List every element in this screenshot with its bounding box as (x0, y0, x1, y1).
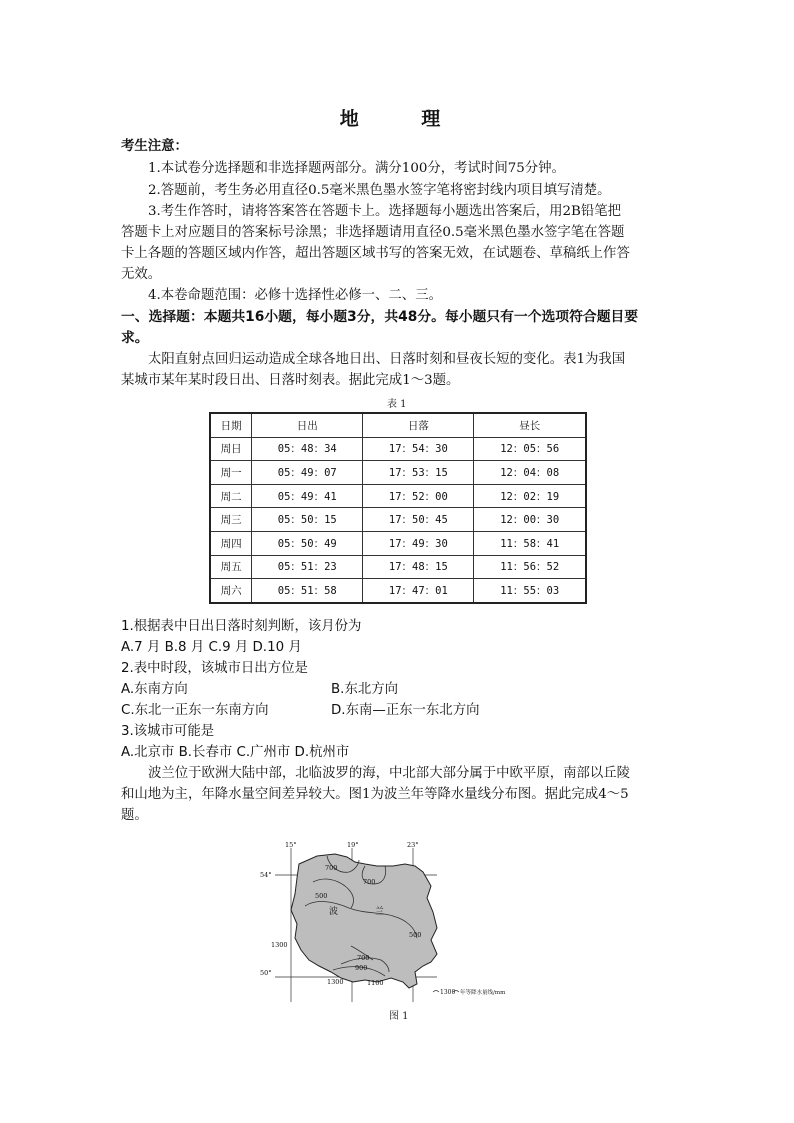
table-cell: 17：49：30 (363, 531, 474, 555)
table-row (210, 484, 586, 508)
question-2-option-d: D.东南—正东一东北方向 (331, 703, 480, 718)
question-2-option-c: C.东北一正东一东南方向 (121, 703, 269, 718)
lat-label: 54° (260, 871, 272, 879)
table-cell: 17：54：30 (363, 437, 474, 461)
table-row (210, 437, 586, 461)
table-cell: 周日 (210, 437, 252, 461)
notice-item: 4.本卷命题范围：必修十选择性必修一、二、三。 (148, 288, 442, 303)
table-cell: 05：50：15 (252, 508, 363, 532)
poland-precipitation-map (255, 842, 550, 1012)
notice-item: 卡上各题的答题区域内作答，超出答题区域书写的答案无效，在试题卷、草稿纸上作答 (121, 246, 630, 261)
table-cell: 05：49：07 (252, 461, 363, 485)
table-cell: 17：52：00 (363, 484, 474, 508)
contour-label: 900 (355, 964, 368, 972)
notice-item: 1.本试卷分选择题和非选择题两部分。满分100分，考试时间75分钟。 (148, 161, 565, 176)
intro-paragraph-2: 题。 (121, 808, 148, 823)
contour-label: 500 (409, 931, 422, 939)
table-cell: 周三 (210, 508, 252, 532)
table-row (210, 531, 586, 555)
legend-value: 1300 (440, 989, 456, 996)
table-cell: 11：55：03 (474, 579, 586, 603)
table-cell: 周六 (210, 579, 252, 603)
table-row (210, 461, 586, 485)
table-cell: 11：56：52 (474, 555, 586, 579)
table-cell: 17：53：15 (363, 461, 474, 485)
lon-label: 23° (407, 842, 419, 849)
table-cell: 11：58：41 (474, 531, 586, 555)
table-row (210, 508, 586, 532)
table-cell: 17：47：01 (363, 579, 474, 603)
table-cell: 周五 (210, 555, 252, 579)
contour-label: 500 (315, 892, 328, 900)
table-cell: 12：05：56 (474, 437, 586, 461)
question-2-stem: 2.表中时段，该城市日出方位是 (121, 661, 308, 676)
table-cell: 05：48：34 (252, 437, 363, 461)
table-row (210, 555, 586, 579)
table-header-row (210, 413, 586, 437)
column-header: 日出 (252, 413, 363, 437)
table-cell: 周一 (210, 461, 252, 485)
table-cell: 05：51：23 (252, 555, 363, 579)
page-title: 地 理 (339, 108, 469, 130)
lon-label: 15° (285, 842, 297, 849)
contour-label: 1300 (327, 978, 344, 986)
table-cell: 周四 (210, 531, 252, 555)
intro-paragraph-2: 波兰位于欧洲大陆中部，北临波罗的海，中北部大部分属于中欧平原，南部以丘陵 (148, 766, 631, 781)
notice-item: 无效。 (121, 267, 162, 282)
notice-item: 2.答题前，考生务必用直径0.5毫米黑色墨水签字笔将密封线内项目填写清楚。 (148, 183, 611, 198)
table-row (210, 579, 586, 603)
intro-paragraph-2: 和山地为主，年降水量空间差异较大。图1为波兰年等降水量线分布图。据此完成4～5 (121, 787, 629, 802)
question-2-option-b: B.东北方向 (331, 682, 399, 697)
contour-label: 1300 (271, 941, 288, 949)
question-2-option-a: A.东南方向 (121, 682, 188, 697)
table-cell: 17：48：15 (363, 555, 474, 579)
question-1-options: A.7 月 B.8 月 C.9 月 D.10 月 (121, 640, 302, 655)
table-caption: 表 1 (387, 399, 407, 410)
table-cell: 12：04：08 (474, 461, 586, 485)
table-cell: 05：51：58 (252, 579, 363, 603)
table-cell: 周二 (210, 484, 252, 508)
intro-paragraph: 太阳直射点回归运动造成全球各地日出、日落时刻和昼夜长短的变化。表1为我国 (148, 352, 626, 367)
intro-paragraph: 某城市某年某时段日出、日落时刻表。据此完成1～3题。 (121, 373, 460, 388)
table-cell: 17：50：45 (363, 508, 474, 532)
table-cell: 05：49：41 (252, 484, 363, 508)
notice-heading: 考生注意： (121, 139, 188, 154)
section-heading: 一、选择题：本题共16小题，每小题3分，共48分。每小题只有一个选项符合题目要 (121, 309, 639, 325)
sunrise-sunset-table (209, 412, 587, 604)
contour-label: 700 (363, 878, 376, 886)
question-3-options: A.北京市 B.长春市 C.广州市 D.杭州市 (121, 745, 350, 760)
table-cell: 05：50：49 (252, 531, 363, 555)
notice-item: 答题卡上对应题目的答案标号涂黑；非选择题请用直径0.5毫米黑色墨水签字笔在答题 (121, 225, 625, 240)
table-cell: 12：02：19 (474, 484, 586, 508)
question-1-stem: 1.根据表中日出日落时刻判断，该月份为 (121, 619, 362, 634)
table-cell: 12：00：30 (474, 508, 586, 532)
notice-item: 3.考生作答时，请将答案答在答题卡上。选择题每小题选出答案后，用2B铅笔把 (148, 204, 622, 219)
contour-label: 1100 (367, 979, 384, 987)
section-heading-cont: 求。 (121, 330, 149, 346)
lat-label: 50° (260, 969, 272, 977)
place-label: 兰 (375, 907, 385, 917)
legend-text: 年等降水量线/mm (460, 990, 506, 996)
contour-label: 700 (357, 954, 370, 962)
question-3-stem: 3.该城市可能是 (121, 724, 215, 739)
figure-caption: 图 1 (389, 1011, 409, 1022)
place-label: 波 (329, 907, 339, 917)
column-header: 昼长 (474, 413, 586, 437)
contour-label: 700 (325, 864, 338, 872)
column-header: 日期 (210, 413, 252, 437)
column-header: 日落 (363, 413, 474, 437)
lon-label: 19° (347, 842, 359, 849)
